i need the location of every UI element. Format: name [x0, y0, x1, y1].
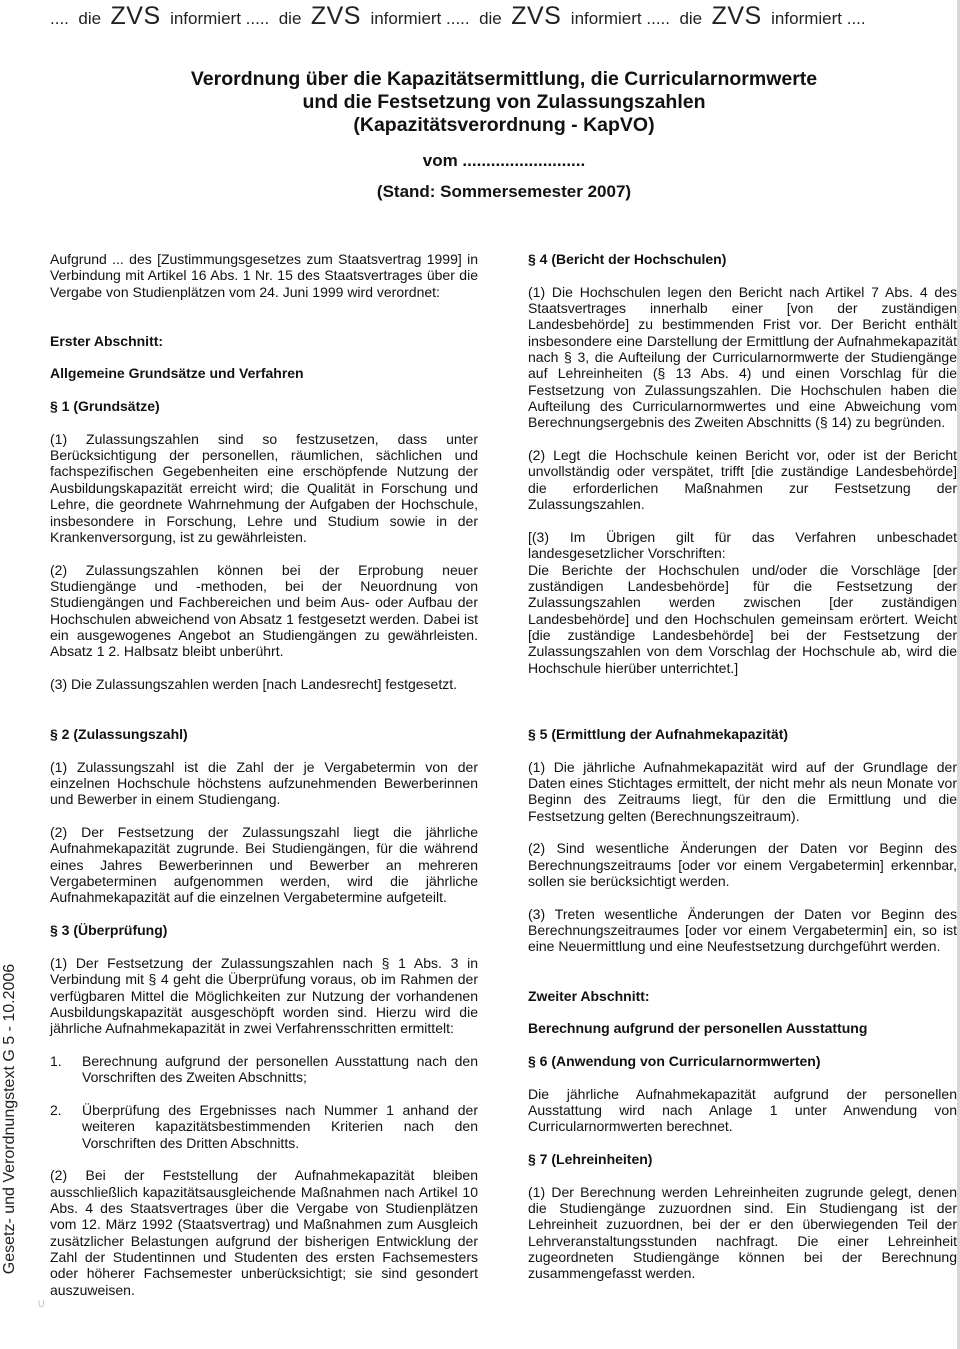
paragraph-7-1: (1) Der Berechnung werden Lehreinheiten zugrunde gelegt, denen die Studiengänge zuzuordnen sind. Ein Studiengang ist der Lehreinheit zuzuordnen, bei der er den überwiegenden Teil der Lehrveranstaltungsstunden nachfragt. Die einer Lehreinheit zugeordneten Studiengänge können bei der Berechnung zusammengefasst werden. [528, 1183, 957, 1282]
title-line-2: und die Festsetzung von Zulassungszahlen [302, 91, 706, 113]
paragraph-1-2: (2) Zulassungszahlen können bei der Erprobung neuer Studiengänge und -methoden, bei der Neuordnung von Studiengängen und Fachbereichen und beim Aus- oder Aufbau der Hochschulen abweichend von Absatz 1 festgesetzt werden. Dabei ist ein ausgewogenes Angebot an Studiengängen zu gewährleisten. Absatz 1 2. Halbsatz bleibt unberührt. [50, 561, 478, 660]
paragraph-2-heading: § 2 (Zulassungszahl) [50, 726, 188, 742]
section-1-heading: Erster Abschnitt: [50, 332, 164, 349]
right-column-lower [528, 726, 957, 1298]
section-1-subheading: Allgemeine Grundsätze und Verfahren [50, 365, 304, 382]
right-column-upper [528, 251, 957, 692]
paragraph-3-1: (1) Der Festsetzung der Zulassungszahlen nach § 1 Abs. 3 in Verbindung mit § 4 geht die Überprüfung voraus, ob im Rahmen der verfügbaren Mittel die Möglichkeiten zur Nutzung der vorhandenen Ausbildungskapazität ausgeschöpft worden sind. Hierzu wird die jährliche Aufnahmekapazität in zwei Verfahrensschritten ermittelt: [50, 954, 478, 1037]
paragraph-7-heading: § 7 (Lehreinheiten) [528, 1150, 653, 1167]
title-line-3: (Kapazitätsverordnung - KapVO) [353, 114, 655, 136]
paragraph-1-1: (1) Zulassungszahlen sind so festzusetzen, dass unter Berücksichtigung der personellen, räumlichen, sächlichen und fachspezifischen Gegebenheiten eine erschöpfende Nutzung der Ausbildungskapazität erreicht wird; die Qualität in Forschung und Lehre, die geordnete Wahrnehmung der Aufgaben der Hochschule, insbesondere in Forschung, Lehre und Studium sowie in der Krankenversorgung, ist zu gewährleisten. [50, 430, 478, 545]
paragraph-3-heading: § 3 (Überprüfung) [50, 922, 168, 939]
paragraph-4-1: (1) Die Hochschulen legen den Bericht nach Artikel 7 Abs. 4 des Staatsvertrages innerhalb einer [von der zuständigen Landesbehörde] zu bestimmenden Frist vor. Der Bericht enthält insbesondere eine Darstellung der Ermittlung der Aufnahmekapazität nach § 3, die Aufteilung der Curricularnormwerte der Studiengänge auf Lehreinheiten (§ 13 Abs. 4) und einen Vorschlag für die Festsetzung von Zulassungszahlen. Die Hochschulen haben die Aufteilung des Curricularnormwertes und eine Abweichung vom Berechnungsergebnis des Zweiten Abschnitts (§ 14) zu begründen. [528, 283, 957, 431]
header-banner: .... die ZVS informiert ..... die ZVS informiert ..... die ZVS informiert ..... die ZVS informiert .... [50, 2, 866, 30]
paragraph-5-3: (3) Treten wesentliche Änderungen der Daten vor Beginn des Berechnungszeitraumes [oder vor einem Vergabetermin] ein, so ist eine Neuermittlung und eine Neufestsetzung durchgeführt werden. [528, 905, 957, 955]
paragraph-6-heading: § 6 (Anwendung von Curricularnormwerten) [528, 1052, 821, 1069]
section-2-subheading: Berechnung aufgrund der personellen Ausstattung [528, 1020, 868, 1037]
paragraph-4-3b: Die Berichte der Hochschulen und/oder die Vorschläge [der zuständigen Landesbehörde] für die Festsetzung der Zulassungszahlen werden zwischen [der zuständigen Landesbehörde] und den Hochschulen gemeinsam erörtert. Weicht [die zuständige Landesbehörde] bei der Festsetzung der Zulassungszahlen von dem Vorschlag der Hochschule ab, wird die Hochschule hierüber unterrichtet.] [528, 561, 957, 676]
intro-paragraph: Aufgrund ... des [Zustimmungsgesetzes zum Staatsvertrag 1999] in Verbindung mit Artikel 16 Abs. 1 Nr. 15 des Staatsvertrages über die Vergabe von Studienplätzen vom 24. Juni 1999 wird verordnet: [50, 251, 478, 300]
paragraph-2-2: (2) Der Festsetzung der Zulassungszahl liegt die jährliche Aufnahmekapazität zugrunde. Bei Studiengängen, für die während eines Jahres Bewerberinnen und Bewerber an mehreren Vergabeterminen aufgenommen werden, wird die jährliche Aufnahmekapazität auf die einzelnen Vergabetermine aufgeteilt. [50, 824, 478, 906]
list-item: 1. Berechnung aufgrund der personellen Ausstattung nach den Vorschriften des Zweiten Abschnitts; [50, 1052, 478, 1086]
title-date: vom .......................... [422, 151, 586, 170]
title-status: (Stand: Sommersemester 2007) [376, 182, 632, 201]
paragraph-6-1: Die jährliche Aufnahmekapazität aufgrund der personellen Ausstattung wird nach Anlage 1 unter Anwendung von Curricularnormwerten berechnet. [528, 1085, 957, 1135]
paragraph-2-1: (1) Zulassungszahl ist die Zahl der je Vergabetermin von der einzelnen Hochschule höchstens aufzunehmenden Bewerberinnen und Bewerber in einem Studiengang. [50, 758, 478, 808]
watermark: U [38, 1299, 45, 1309]
paragraph-1-heading: § 1 (Grundsätze) [50, 398, 160, 415]
paragraph-4-3a: [(3) Im Übrigen gilt für das Verfahren unbeschadet landesgesetzlicher Vorschriften: [528, 528, 957, 562]
paragraph-1-3: (3) Die Zulassungszahlen werden [nach Landesrecht] festgesetzt. [50, 675, 458, 692]
document-title [0, 68, 960, 137]
left-column-lower [50, 726, 478, 1314]
left-column-upper [50, 251, 478, 709]
paragraph-3-2: (2) Bei der Feststellung der Aufnahmekapazität bleiben ausschließlich kapazitätsausgleichende Maßnahmen nach Artikel 10 Abs. 4 des Staatsvertrages über die Vergabe von Studienplätzen vom 12. März 1992 (Staatsvertrag) und Maßnahmen zum Ausgleich zusätzlicher Belastungen aufgrund der bisherigen Entwicklung der Zahl der Studentinnen und Studenten des ersten Fachsemesters oder höherer Fachsemester unberücksichtigt; sie sind gesondert auszuweisen. [50, 1167, 478, 1298]
side-footer-text: Gesetz- und Verordnungstext G 5 - 10.2006 [1, 963, 18, 1275]
list-item: 2. Überprüfung des Ergebnisses nach Nummer 1 anhand der weiteren kapazitätsbestimmenden Kriterien nach den Vorschriften des Dritten Abschnitts. [50, 1101, 478, 1151]
paragraph-5-2: (2) Sind wesentliche Änderungen der Daten vor Beginn des Berechnungszeitraums [oder vor einem Vergabetermin] erkennbar, sollen sie berücksichtigt werden. [528, 840, 957, 890]
section-2-heading: Zweiter Abschnitt: [528, 987, 650, 1004]
title-line-1: Verordnung über die Kapazitätsermittlung, die Curricularnormwerte [190, 68, 818, 90]
paragraph-4-heading: § 4 (Bericht der Hochschulen) [528, 251, 727, 267]
paragraph-5-1: (1) Die jährliche Aufnahmekapazität wird auf der Grundlage der Daten eines Stichtages ermittelt, der nicht mehr als neun Monate vor Beginn des Zeitraums liegt, für den die Ermittlung und die Festsetzung gelten (Berechnungszeitraum). [528, 758, 957, 824]
paragraph-4-2: (2) Legt die Hochschule keinen Bericht vor, oder ist der Bericht unvollständig oder verspätet, trifft [die zuständige Landesbehörde] die erforderlichen Maßnahmen zur Festsetzung der Zulassungszahlen. [528, 447, 957, 513]
paragraph-5-heading: § 5 (Ermittlung der Aufnahmekapazität) [528, 726, 789, 742]
